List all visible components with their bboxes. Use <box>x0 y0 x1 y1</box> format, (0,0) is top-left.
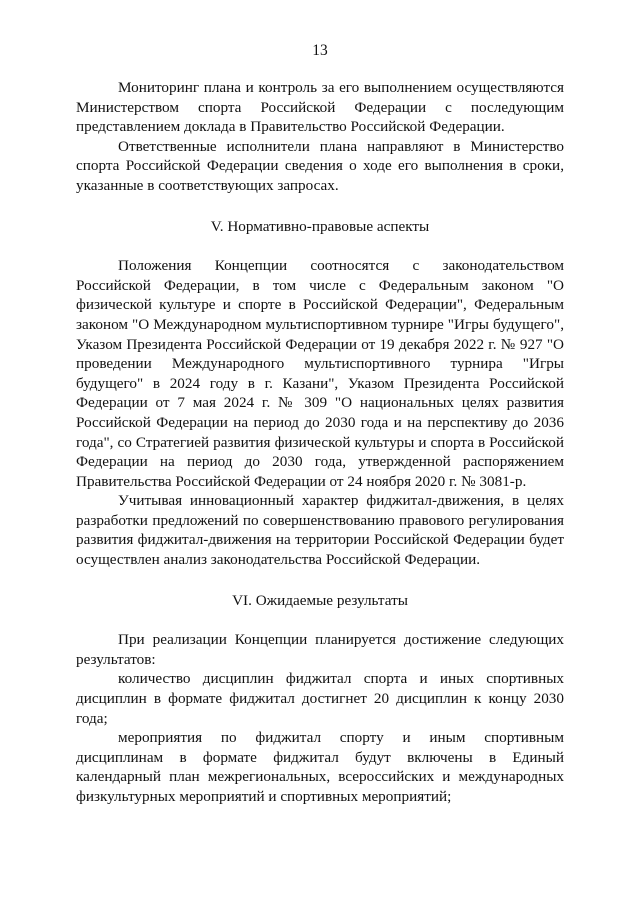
paragraph-legal-analysis: Учитывая инновационный характер фиджитал-движения, в целях разработки предложений по совершенствованию правового регулирования развития фиджитал-движения на территории Российской Федерации будет осуществлен анализ законодательства Российской Федерации. <box>76 492 564 569</box>
page-number: 13 <box>312 42 328 59</box>
section-6-heading: VI. Ожидаемые результаты <box>232 591 408 609</box>
paragraph-responsible-executors: Ответственные исполнители плана направляют в Министерство спорта Российской Федерации сведения о ходе его выполнения в сроки, указанные в соответствующих запросах. <box>76 137 564 194</box>
paragraph-expected-results-intro: При реализации Концепции планируется достижение следующих результатов: <box>76 631 564 668</box>
paragraph-legislation: Положения Концепции соотносятся с законодательством Российской Федерации, в том числе с Федеральным законом "О физической культуре и спорте в Российской Федерации", Федеральным законом "О Международном мультиспортивном турнире "Игры будущего", Указом Президента Российской Федерации от 19 декабря 2022 г. № 927 "О проведении Международного мультиспортивного турнира "Игры будущего" в 2024 году в г. Казани", Указом Президента Российской Федерации от 7 мая 2024 г. № 309 "О национальных целях развития Российской Федерации на период до 2030 года и на перспективу до 2036 года", со Стратегией развития физической культуры и спорта в Российской Федерации на период до 2030 года, утвержденной распоряжением Правительства Российской Федерации от 24 ноября 2020 г. № 3081-р. <box>76 257 564 490</box>
document-body <box>76 78 564 807</box>
section-5-heading: V. Нормативно-правовые аспекты <box>210 217 430 235</box>
paragraph-result-disciplines: количество дисциплин фиджитал спорта и иных спортивных дисциплин в формате фиджитал достигнет 20 дисциплин к концу 2030 года; <box>76 670 564 727</box>
paragraph-result-calendar: мероприятия по фиджитал спорту и иным спортивным дисциплинам в формате фиджитал будут включены в Единый календарный план межрегиональных, всероссийских и международных физкультурных мероприятий и спортивных мероприятий; <box>76 729 564 805</box>
paragraph-monitoring: Мониторинг плана и контроль за его выполнением осуществляются Министерством спорта Российской Федерации с последующим представлением доклада в Правительство Российской Федерации. <box>76 79 564 136</box>
